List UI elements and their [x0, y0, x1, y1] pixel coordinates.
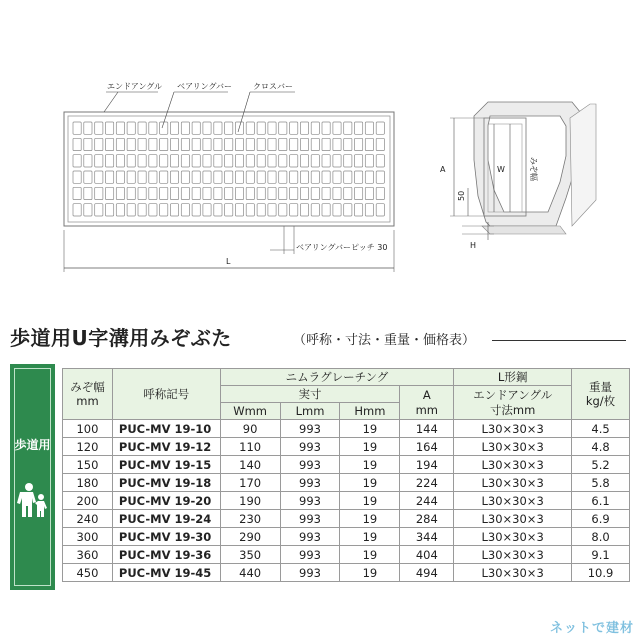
grating-cell	[106, 122, 114, 134]
grating-cell	[95, 138, 103, 150]
grating-cell	[322, 187, 330, 199]
grating-cell	[160, 171, 168, 183]
grating-cell	[84, 155, 92, 167]
grating-cell	[127, 187, 135, 199]
table-cell-angle: L30×30×3	[454, 546, 572, 564]
grating-cell	[127, 138, 135, 150]
grating-cell	[170, 187, 178, 199]
grating-cell	[160, 187, 168, 199]
table-cell-wmm: 440	[220, 564, 280, 582]
grating-cell	[192, 187, 200, 199]
grating-cell	[181, 138, 189, 150]
grating-cell	[355, 204, 363, 216]
grating-cell	[170, 155, 178, 167]
grating-cell	[279, 171, 287, 183]
table-cell-code: PUC-MV 19-10	[112, 420, 220, 438]
table-row	[63, 528, 630, 546]
grating-cell	[268, 187, 276, 199]
grating-cell	[333, 155, 341, 167]
table-cell-a: 144	[400, 420, 454, 438]
technical-drawing	[0, 0, 640, 300]
grating-cell	[257, 204, 265, 216]
grating-cell	[257, 155, 265, 167]
table-cell-code: PUC-MV 19-15	[112, 456, 220, 474]
table-cell-wmm: 290	[220, 528, 280, 546]
grating-cell	[95, 187, 103, 199]
grating-cell	[311, 122, 319, 134]
grating-cell	[149, 138, 157, 150]
category-side-label	[10, 364, 55, 590]
grating-cell	[225, 122, 233, 134]
grating-cell	[333, 138, 341, 150]
grating-cell	[235, 122, 243, 134]
grating-cell	[160, 204, 168, 216]
grating-cell	[300, 138, 308, 150]
grating-cell	[138, 204, 146, 216]
table-cell-hmm: 19	[340, 492, 400, 510]
grating-cell	[149, 204, 157, 216]
table-cell-wmm: 110	[220, 438, 280, 456]
grating-cell	[246, 122, 254, 134]
grating-cell	[127, 204, 135, 216]
header-l-steel: L形鋼	[454, 369, 572, 386]
table-cell-w: 120	[63, 438, 113, 456]
table-cell-w: 150	[63, 456, 113, 474]
grating-cell	[355, 171, 363, 183]
grating-cell	[160, 138, 168, 150]
grating-cell	[95, 122, 103, 134]
table-row	[63, 492, 630, 510]
table-cell-hmm: 19	[340, 474, 400, 492]
bearing-bar-label: ベアリングバー	[177, 82, 233, 91]
grating-cell	[160, 155, 168, 167]
table-cell-a: 284	[400, 510, 454, 528]
grating-cell	[322, 155, 330, 167]
table-cell-weight: 8.0	[572, 528, 630, 546]
grating-cell	[290, 171, 298, 183]
grating-cell	[73, 122, 81, 134]
grating-cell	[116, 122, 124, 134]
table-row	[63, 546, 630, 564]
grating-cell	[365, 171, 373, 183]
page-subtitle: （呼称・寸法・重量・価格表）	[293, 333, 476, 348]
table-row	[63, 420, 630, 438]
grating-cell	[268, 171, 276, 183]
grating-cell	[246, 187, 254, 199]
grating-cell	[355, 122, 363, 134]
grating-cell	[311, 187, 319, 199]
pitch-label: ベアリングバーピッチ 30	[296, 243, 388, 252]
table-cell-weight: 5.2	[572, 456, 630, 474]
grating-cell	[84, 171, 92, 183]
grating-cell	[300, 187, 308, 199]
table-cell-hmm: 19	[340, 564, 400, 582]
grating-cell	[149, 171, 157, 183]
grating-cell	[73, 138, 81, 150]
grating-cell	[300, 171, 308, 183]
table-cell-w: 360	[63, 546, 113, 564]
grating-cell	[333, 171, 341, 183]
table-cell-a: 494	[400, 564, 454, 582]
spec-table	[62, 368, 630, 582]
grating-cell	[279, 204, 287, 216]
grating-cell	[170, 204, 178, 216]
header-hmm: Hmm	[340, 403, 400, 420]
grating-cell	[225, 171, 233, 183]
table-row	[63, 510, 630, 528]
grating-cell	[257, 171, 265, 183]
l-dimension-label: L	[226, 257, 231, 266]
grating-cell	[322, 171, 330, 183]
grating-cell	[322, 122, 330, 134]
grating-cell	[311, 138, 319, 150]
grating-cell	[84, 138, 92, 150]
grating-cell	[355, 187, 363, 199]
table-cell-w: 450	[63, 564, 113, 582]
header-end-angle: エンドアングル 寸法mm	[454, 386, 572, 420]
table-cell-hmm: 19	[340, 438, 400, 456]
table-cell-code: PUC-MV 19-20	[112, 492, 220, 510]
grating-cell	[257, 138, 265, 150]
grating-cell	[127, 155, 135, 167]
grating-cell	[214, 155, 222, 167]
header-wmm: Wmm	[220, 403, 280, 420]
grating-cell	[214, 122, 222, 134]
grating-cell	[344, 204, 352, 216]
table-cell-a: 404	[400, 546, 454, 564]
grating-cell	[225, 204, 233, 216]
table-cell-lmm: 993	[280, 456, 340, 474]
grating-cell	[376, 138, 384, 150]
table-cell-code: PUC-MV 19-24	[112, 510, 220, 528]
grating-cell	[214, 138, 222, 150]
grating-cell	[333, 187, 341, 199]
table-cell-lmm: 993	[280, 510, 340, 528]
table-cell-code: PUC-MV 19-30	[112, 528, 220, 546]
grating-cell	[246, 155, 254, 167]
grating-cell	[116, 187, 124, 199]
w-dimension-label: W	[497, 165, 505, 174]
header-code: 呼称記号	[112, 369, 220, 420]
title-rule	[492, 340, 626, 341]
grating-cell	[106, 171, 114, 183]
grating-cell	[181, 204, 189, 216]
grating-cell	[73, 204, 81, 216]
h-dimension-label: H	[470, 241, 477, 250]
table-cell-angle: L30×30×3	[454, 492, 572, 510]
grating-cell	[311, 155, 319, 167]
table-cell-w: 180	[63, 474, 113, 492]
grating-cell	[116, 138, 124, 150]
grating-cell	[203, 187, 211, 199]
grating-cell	[95, 204, 103, 216]
table-cell-w: 200	[63, 492, 113, 510]
grating-cell	[192, 155, 200, 167]
grating-cell	[365, 187, 373, 199]
grating-cell	[290, 138, 298, 150]
grating-cell	[192, 122, 200, 134]
table-cell-hmm: 19	[340, 546, 400, 564]
grating-cell	[73, 155, 81, 167]
grating-cell	[376, 155, 384, 167]
grating-cell	[192, 171, 200, 183]
section-title	[10, 322, 630, 352]
header-weight: 重量 kg/枚	[572, 369, 630, 420]
grating-cell	[235, 155, 243, 167]
grating-cell	[268, 155, 276, 167]
grating-cell	[84, 187, 92, 199]
grating-cell	[84, 122, 92, 134]
grating-cell	[300, 204, 308, 216]
grating-cell	[279, 155, 287, 167]
table-cell-angle: L30×30×3	[454, 528, 572, 546]
grating-cell	[214, 204, 222, 216]
table-cell-code: PUC-MV 19-18	[112, 474, 220, 492]
grating-cell	[246, 204, 254, 216]
table-cell-lmm: 993	[280, 492, 340, 510]
table-cell-a: 194	[400, 456, 454, 474]
grating-cell	[322, 138, 330, 150]
grating-cell	[138, 171, 146, 183]
grating-cell	[214, 187, 222, 199]
grating-cell	[290, 122, 298, 134]
grating-cell	[344, 187, 352, 199]
page-title: 歩道用U字溝用みぞぶた	[10, 326, 232, 350]
grating-cell	[203, 204, 211, 216]
grating-cell	[344, 171, 352, 183]
grating-cell	[106, 204, 114, 216]
grating-cell	[322, 204, 330, 216]
table-cell-weight: 6.1	[572, 492, 630, 510]
grating-cell	[170, 171, 178, 183]
grating-cell	[138, 187, 146, 199]
grating-cell	[365, 122, 373, 134]
grating-cell	[225, 155, 233, 167]
table-cell-weight: 6.9	[572, 510, 630, 528]
grating-cell	[365, 204, 373, 216]
grating-cell	[235, 204, 243, 216]
table-cell-angle: L30×30×3	[454, 420, 572, 438]
grating-cell	[170, 122, 178, 134]
header-lmm: Lmm	[280, 403, 340, 420]
table-row	[63, 456, 630, 474]
grating-cell	[95, 155, 103, 167]
grating-cell	[279, 122, 287, 134]
grating-cell	[181, 122, 189, 134]
grating-cell	[214, 171, 222, 183]
table-cell-lmm: 993	[280, 528, 340, 546]
table-row	[63, 564, 630, 582]
table-cell-wmm: 170	[220, 474, 280, 492]
grating-cell	[225, 138, 233, 150]
header-ditch-width: みぞ幅 mm	[63, 369, 113, 420]
grating-cell	[106, 138, 114, 150]
grating-cell	[203, 138, 211, 150]
table-cell-wmm: 230	[220, 510, 280, 528]
grating-cell	[246, 138, 254, 150]
side-label-text: 歩道用	[14, 438, 51, 452]
table-cell-wmm: 350	[220, 546, 280, 564]
grating-cell	[138, 138, 146, 150]
table-cell-lmm: 993	[280, 564, 340, 582]
a-dimension-label: A	[440, 165, 446, 174]
grating-cell	[225, 187, 233, 199]
table-cell-a: 244	[400, 492, 454, 510]
dim-50-label: 50	[457, 190, 466, 201]
grating-cell	[290, 155, 298, 167]
grating-cell	[268, 138, 276, 150]
table-cell-code: PUC-MV 19-12	[112, 438, 220, 456]
table-row	[63, 438, 630, 456]
grating-cell	[333, 204, 341, 216]
grating-cell	[376, 187, 384, 199]
table-cell-lmm: 993	[280, 438, 340, 456]
pedestrian-icon	[16, 482, 50, 518]
table-cell-a: 344	[400, 528, 454, 546]
table-cell-angle: L30×30×3	[454, 510, 572, 528]
header-a: A mm	[400, 386, 454, 420]
grating-cell	[116, 171, 124, 183]
table-cell-weight: 4.5	[572, 420, 630, 438]
grating-cell	[257, 122, 265, 134]
watermark: ネットで建材	[549, 621, 634, 636]
grating-cell	[355, 138, 363, 150]
table-cell-a: 224	[400, 474, 454, 492]
grating-cell	[95, 171, 103, 183]
table-cell-weight: 4.8	[572, 438, 630, 456]
table-cell-angle: L30×30×3	[454, 474, 572, 492]
grating-cell	[279, 187, 287, 199]
table-cell-angle: L30×30×3	[454, 456, 572, 474]
header-actual: 実寸	[220, 386, 400, 403]
grating-cell	[116, 155, 124, 167]
grating-cell	[311, 171, 319, 183]
grating-cell	[290, 187, 298, 199]
table-cell-lmm: 993	[280, 546, 340, 564]
grating-cell	[149, 122, 157, 134]
table-cell-hmm: 19	[340, 456, 400, 474]
grating-cell	[203, 155, 211, 167]
table-cell-code: PUC-MV 19-36	[112, 546, 220, 564]
ditch-width-label: みぞ幅	[529, 157, 538, 181]
grating-cell	[376, 122, 384, 134]
grating-cell	[344, 155, 352, 167]
grating-cell	[149, 187, 157, 199]
grating-cell	[344, 122, 352, 134]
table-cell-w: 100	[63, 420, 113, 438]
grating-cell	[268, 122, 276, 134]
grating-cell	[203, 122, 211, 134]
grating-cell	[235, 171, 243, 183]
grating-cell	[365, 138, 373, 150]
grating-cell	[365, 155, 373, 167]
table-cell-lmm: 993	[280, 474, 340, 492]
header-grating: ニムラグレーチング	[220, 369, 454, 386]
grating-cell	[73, 171, 81, 183]
grating-cell	[279, 138, 287, 150]
table-cell-weight: 5.8	[572, 474, 630, 492]
grating-cell	[311, 204, 319, 216]
grating-cell	[344, 138, 352, 150]
grating-cell	[127, 171, 135, 183]
grating-cell	[127, 122, 135, 134]
table-cell-wmm: 90	[220, 420, 280, 438]
grating-cell	[170, 138, 178, 150]
grating-cell	[181, 187, 189, 199]
grating-cell	[235, 187, 243, 199]
grating-cell	[376, 171, 384, 183]
table-cell-angle: L30×30×3	[454, 564, 572, 582]
grating-cell	[300, 155, 308, 167]
grating-cell	[192, 138, 200, 150]
grating-cell	[290, 204, 298, 216]
grating-cell	[116, 204, 124, 216]
table-row	[63, 474, 630, 492]
grating-cell	[257, 187, 265, 199]
grating-cell	[268, 204, 276, 216]
grating-cell	[235, 138, 243, 150]
table-cell-w: 240	[63, 510, 113, 528]
grating-cell	[73, 187, 81, 199]
grating-cell	[106, 155, 114, 167]
table-cell-hmm: 19	[340, 510, 400, 528]
grating-cell	[355, 155, 363, 167]
table-cell-w: 300	[63, 528, 113, 546]
grating-cells	[73, 122, 384, 216]
table-cell-weight: 9.1	[572, 546, 630, 564]
table-cell-lmm: 993	[280, 420, 340, 438]
table-cell-angle: L30×30×3	[454, 438, 572, 456]
grating-cell	[138, 155, 146, 167]
grating-cell	[149, 155, 157, 167]
table-cell-weight: 10.9	[572, 564, 630, 582]
grating-cell	[300, 122, 308, 134]
grating-cell	[181, 171, 189, 183]
grating-cell	[84, 204, 92, 216]
grating-cell	[333, 122, 341, 134]
grating-cell	[181, 155, 189, 167]
grating-cell	[376, 204, 384, 216]
grating-cell	[106, 187, 114, 199]
cross-bar-label: クロスバー	[253, 82, 293, 91]
table-cell-wmm: 140	[220, 456, 280, 474]
table-cell-a: 164	[400, 438, 454, 456]
grating-cell	[138, 122, 146, 134]
table-cell-wmm: 190	[220, 492, 280, 510]
table-cell-hmm: 19	[340, 420, 400, 438]
table-cell-hmm: 19	[340, 528, 400, 546]
table-cell-code: PUC-MV 19-45	[112, 564, 220, 582]
grating-cell	[246, 171, 254, 183]
grating-cell	[203, 171, 211, 183]
end-angle-label: エンドアングル	[107, 82, 163, 91]
grating-cell	[192, 204, 200, 216]
